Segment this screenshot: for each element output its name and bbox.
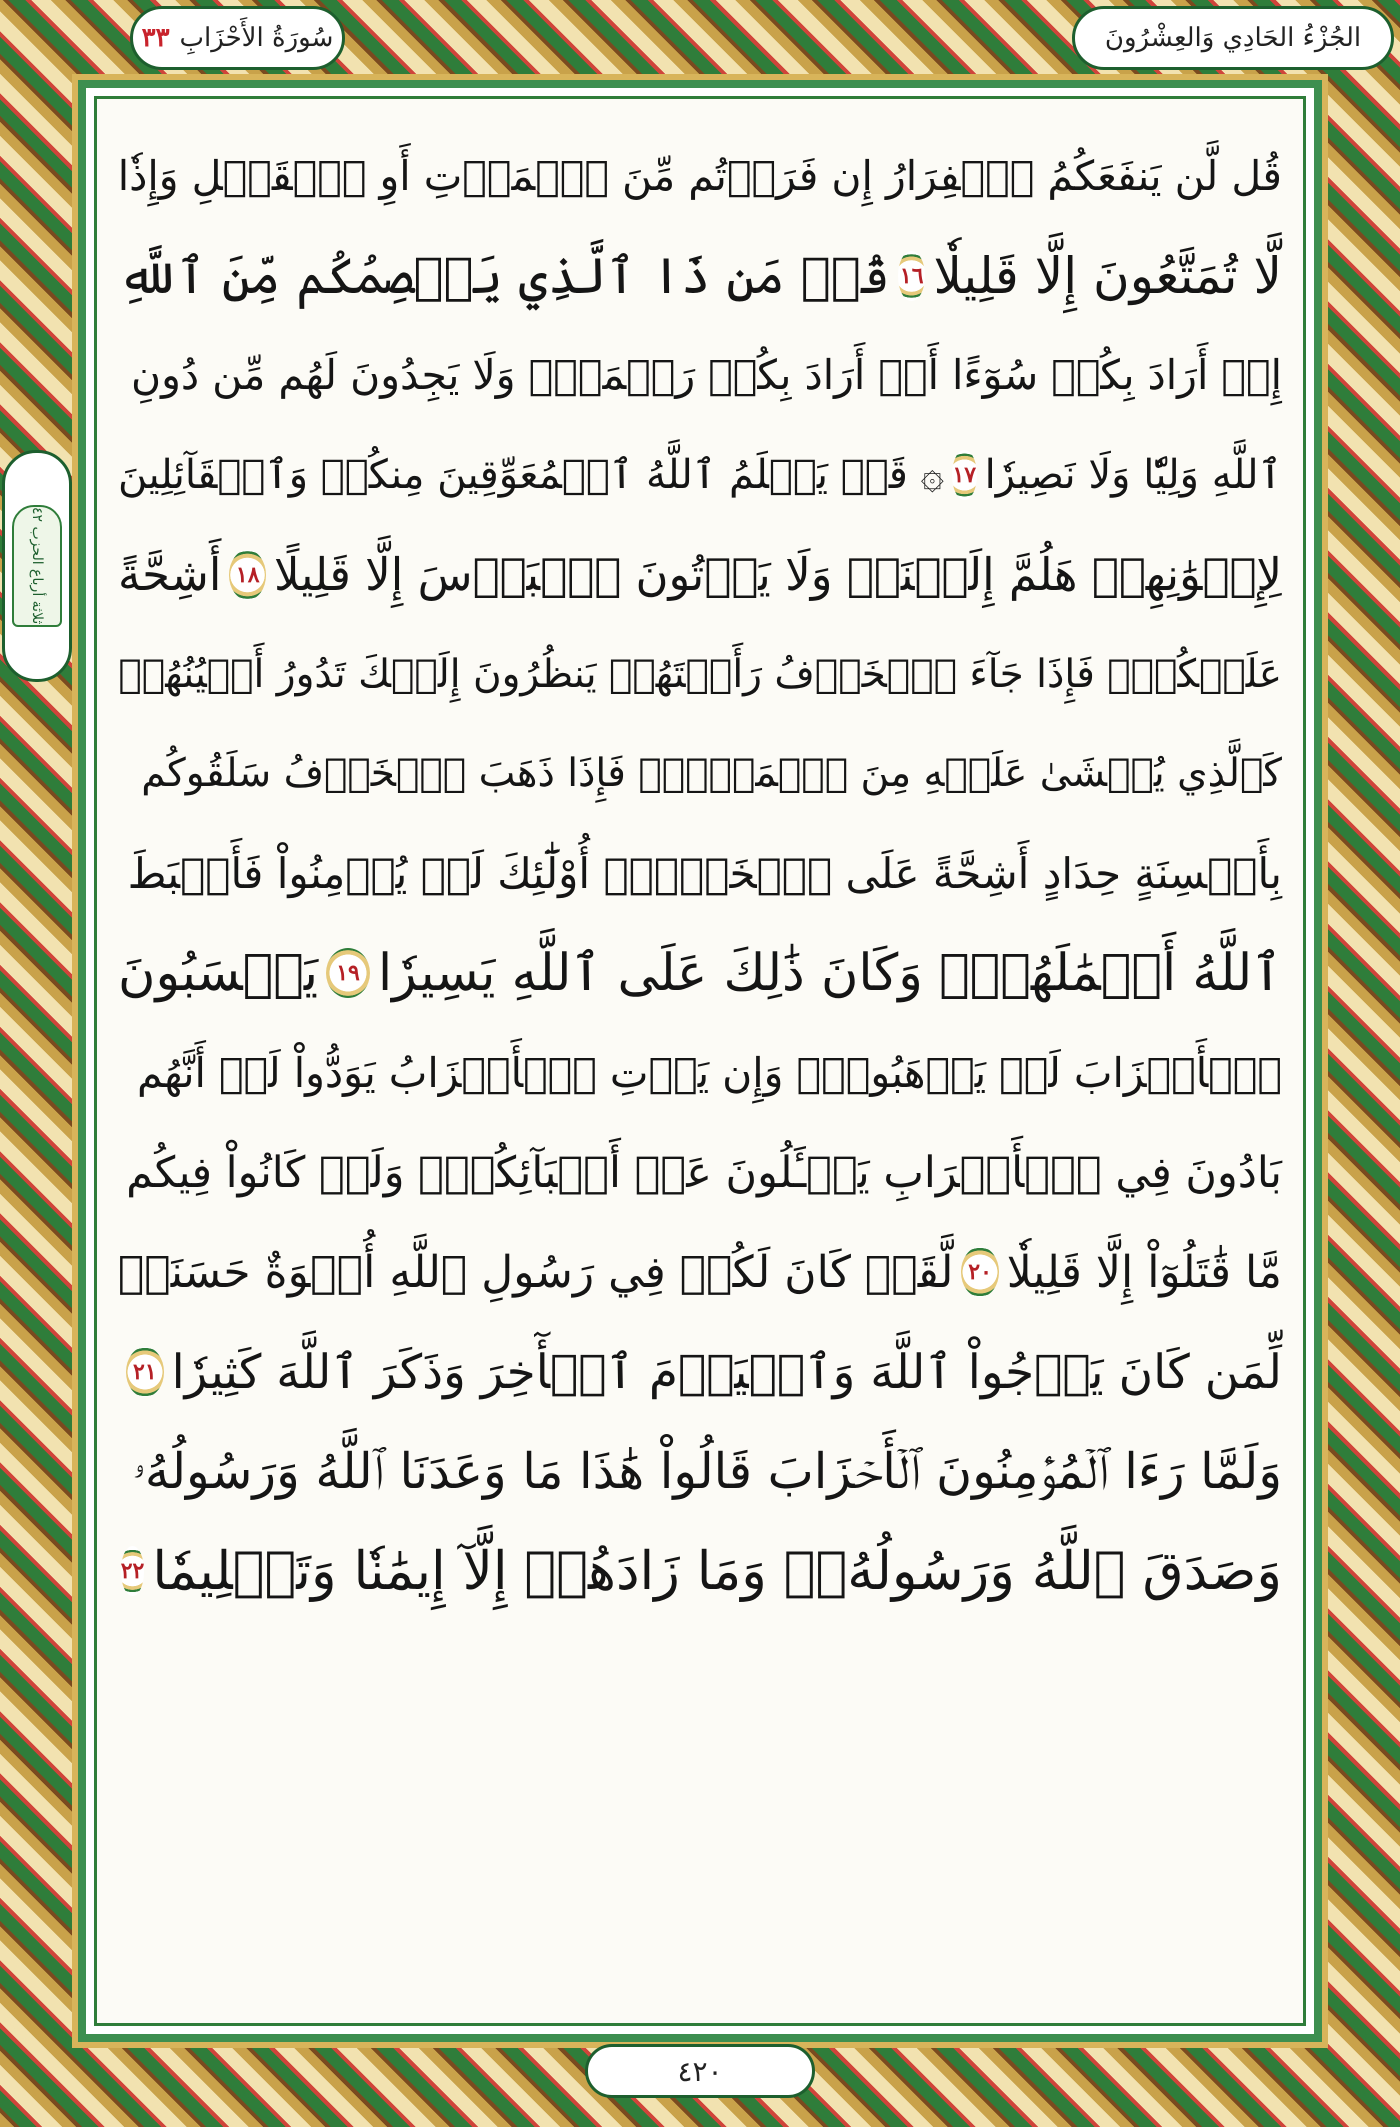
verse-line: [118, 425, 1282, 525]
verse-text: ٱللَّهِ وَلِيّٗا وَلَا نَصِيرٗا: [984, 451, 1282, 498]
verse-line: [118, 325, 1282, 425]
page-number: [585, 2044, 815, 2098]
verse-text: عَلَيۡكُمۡۖ فَإِذَا جَآءَ ٱلۡخَوۡفُ رَأَيۡتَهُمۡ يَنظُرُونَ إِلَيۡكَ تَدُورُ أَعۡيُنُهُمۡ: [118, 651, 1282, 697]
page-number-label: ٤٢٠: [677, 2054, 723, 2088]
surah-header: [130, 6, 345, 70]
juz-label: الجُزْءُ الحَادِي وَالعِشْرُونَ: [1104, 23, 1362, 53]
verse-line: [118, 624, 1282, 724]
verse-text: لِإِخۡوَٰنِهِمۡ هَلُمَّ إِلَيۡنَاۖ وَلَا يَأۡتُونَ ٱلۡبَأۡسَ إِلَّا قَلِيلًا: [274, 548, 1282, 602]
ayah-number-marker: ٢١: [126, 1347, 164, 1397]
verse-text: مَّا قَٰتَلُوٓاْ إِلَّا قَلِيلٗا: [1006, 1246, 1282, 1298]
verse-line: [118, 824, 1282, 924]
verse-line: [118, 1322, 1282, 1422]
verse-line: [118, 1422, 1282, 1522]
hizb-medal-icon: [12, 505, 62, 627]
verse-text: وَلَمَّا رَءَا ٱلۡمُؤۡمِنُونَ ٱلۡأَحۡزَابَ قَالُواْ هَٰذَا مَا وَعَدَنَا ٱللَّهُ وَرَسُولُهُۥ: [132, 1442, 1282, 1500]
surah-label: سُورَةُ الأَحْزَابِ: [179, 23, 334, 53]
verse-text: ٱلۡأَحۡزَابَ لَمۡ يَذۡهَبُواْۖ وَإِن يَأۡتِ ٱلۡأَحۡزَابُ يَوَدُّواْ لَوۡ أَنَّهُم: [136, 1049, 1282, 1098]
verse-line: [118, 724, 1282, 824]
hizb-label: ثلاثة أرباع الحزب ٤٢: [29, 507, 45, 625]
ayah-number-marker: ١٨: [229, 550, 266, 600]
ayah-number-marker: ١٧: [952, 450, 977, 500]
ayah-number-marker: ٢٠: [961, 1247, 998, 1297]
verse-text-continuation: أَشِحَّةً: [118, 548, 222, 602]
verse-text-continuation: يَحۡسَبُونَ: [118, 943, 319, 1003]
verse-text: وَصَدَقَ ٱللَّهُ وَرَسُولُهُۥۚ وَمَا زَادَهُمۡ إِلَّآ إِيمَٰنٗا وَتَسۡلِيمٗا: [152, 1540, 1282, 1602]
hizb-marker: [2, 450, 72, 682]
verse-line: [118, 924, 1282, 1024]
verse-line: [118, 1522, 1282, 1622]
verse-text: لَّا تُمَتَّعُونَ إِلَّا قَلِيلٗا: [933, 246, 1282, 305]
verse-text: ٱللَّهُ أَعۡمَٰلَهُمۡۚ وَكَانَ ذَٰلِكَ عَلَى ٱللَّهِ يَسِيرٗا: [378, 944, 1282, 1004]
verse-text-continuation: لَّقَدۡ كَانَ لَكُمۡ فِي رَسُولِ ٱللَّهِ أُسۡوَةٌ حَسَنَةٞ: [118, 1246, 954, 1298]
verse-text-continuation: ۞ قَدۡ يَعۡلَمُ ٱللَّهُ ٱلۡمُعَوِّقِينَ مِنكُمۡ وَٱلۡقَآئِلِينَ: [118, 451, 945, 498]
ayah-number-marker: ٢٢: [121, 1546, 145, 1596]
verse-text: إِنۡ أَرَادَ بِكُمۡ سُوٓءًا أَوۡ أَرَادَ بِكُمۡ رَحۡمَةٗۚ وَلَا يَجِدُونَ لَهُم مِّن دُونِ: [130, 351, 1282, 400]
surah-number: ٣٣: [141, 23, 170, 53]
verse-line: [118, 226, 1282, 326]
ayah-number-marker: ١٦: [898, 251, 925, 301]
verse-line: [118, 126, 1282, 226]
verse-text: كَٱلَّذِي يُغۡشَىٰ عَلَيۡهِ مِنَ ٱلۡمَوۡتِۖ فَإِذَا ذَهَبَ ٱلۡخَوۡفُ سَلَقُوكُم: [141, 751, 1282, 797]
verse-line: [118, 525, 1282, 625]
verse-line: [118, 1023, 1282, 1123]
verse-text: بَادُونَ فِي ٱلۡأَعۡرَابِ يَسۡـَٔلُونَ عَنۡ أَنۢبَآئِكُمۡۖ وَلَوۡ كَانُواْ فِيكُم: [126, 1147, 1282, 1198]
verse-text-continuation: قُلۡ مَن ذَا ٱلَّذِي يَعۡصِمُكُم مِّنَ ٱللَّهِ: [118, 246, 891, 305]
verse-text: بِأَلۡسِنَةٍ حِدَادٍ أَشِحَّةً عَلَى ٱلۡخَيۡرِۚ أُوْلَٰٓئِكَ لَمۡ يُؤۡمِنُواْ فَأَحۡبَطَ: [127, 849, 1282, 899]
verse-text: قُل لَّن يَنفَعَكُمُ ٱلۡفِرَارُ إِن فَرَرۡتُم مِّنَ ٱلۡمَوۡتِ أَوِ ٱلۡقَتۡلِ وَإِذٗا: [117, 151, 1282, 200]
verse-line: [118, 1223, 1282, 1323]
ayah-number-marker: ١٩: [326, 948, 370, 998]
juz-header: [1072, 6, 1394, 70]
verse-text: لِّمَن كَانَ يَرۡجُواْ ٱللَّهَ وَٱلۡيَوۡمَ ٱلۡأٓخِرَ وَذَكَرَ ٱللَّهَ كَثِيرٗا: [171, 1344, 1282, 1400]
verse-line: [118, 1123, 1282, 1223]
verse-lines: [118, 126, 1282, 1621]
